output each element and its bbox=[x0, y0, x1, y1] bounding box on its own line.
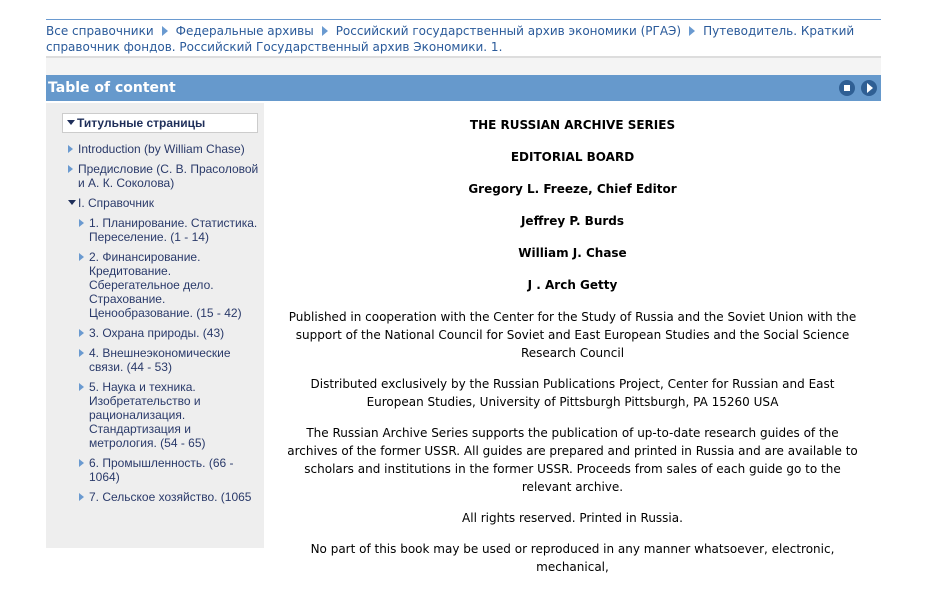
toc-label: 4. Внешнеэкономические связи. (44 - 53) bbox=[89, 346, 231, 374]
paragraph: Distributed exclusively by the Russian Publications Project, Center for Russian and East European Studies, University of Pittsburgh Pittsburgh, PA 15260 USA bbox=[310, 377, 835, 409]
caret-right-icon bbox=[68, 165, 73, 173]
spacer-band bbox=[46, 56, 881, 75]
caret-right-icon bbox=[79, 219, 84, 227]
stop-icon[interactable] bbox=[839, 80, 855, 96]
toc-label: 3. Охрана природы. (43) bbox=[89, 326, 225, 340]
caret-right-icon bbox=[79, 383, 84, 391]
heading: Jeffrey P. Burds bbox=[520, 214, 625, 228]
breadcrumb-link[interactable]: Все справочники bbox=[46, 24, 154, 38]
caret-right-icon bbox=[79, 349, 84, 357]
toc-label: 2. Финансирование. Кредитование. Сберегательное дело. Страхование. Ценообразование. (15 - 42) bbox=[89, 250, 242, 320]
heading: THE RUSSIAN ARCHIVE SERIES bbox=[469, 118, 676, 132]
heading: EDITORIAL BOARD bbox=[510, 150, 635, 164]
caret-right-icon bbox=[79, 459, 84, 467]
caret-right-icon bbox=[68, 145, 73, 153]
breadcrumb bbox=[46, 19, 881, 58]
toc-section[interactable] bbox=[68, 196, 264, 210]
paragraph: The Russian Archive Series supports the publication of up-to-date research guides of the archives of the former USSR. All guides are prepared and printed in Russia and are available to scholars and institutions in the former USSR. Proceeds from sales of each guide go to the relevant archive. bbox=[287, 426, 858, 494]
document-content bbox=[264, 103, 881, 589]
toc-label: Introduction (by William Chase) bbox=[78, 142, 245, 156]
toc-sidebar bbox=[46, 103, 264, 548]
toc-item[interactable] bbox=[89, 326, 260, 340]
toc-label: 7. Сельское хозяйство. (1065 bbox=[89, 490, 252, 504]
toc-item[interactable] bbox=[78, 162, 260, 190]
toc-item[interactable] bbox=[89, 250, 260, 320]
toc-title: Table of content bbox=[48, 80, 176, 96]
toc-label: I. Справочник bbox=[78, 196, 154, 210]
caret-down-icon bbox=[68, 200, 76, 205]
caret-right-icon bbox=[79, 253, 84, 261]
breadcrumb-link[interactable]: Российский государственный архив экономики (РГАЭ) bbox=[335, 24, 682, 38]
toc-item[interactable] bbox=[89, 216, 260, 244]
chevron-right-icon bbox=[689, 26, 695, 36]
chevron-right-icon bbox=[162, 26, 168, 36]
chevron-right-icon bbox=[322, 26, 328, 36]
play-icon[interactable] bbox=[861, 80, 877, 96]
caret-right-icon bbox=[79, 329, 84, 337]
toc-label: Титульные страницы bbox=[77, 116, 206, 130]
toc-item[interactable] bbox=[89, 490, 260, 504]
caret-right-icon bbox=[79, 493, 84, 501]
breadcrumb-current[interactable]: Путеводитель. Краткий справочник фондов. Российский Государственный архив Экономики. 1. bbox=[46, 24, 855, 54]
toc-item[interactable] bbox=[89, 380, 260, 450]
toc-label: 6. Промышленность. (66 - 1064) bbox=[89, 456, 234, 484]
heading: William J. Chase bbox=[518, 246, 627, 260]
paragraph: Published in cooperation with the Center for the Study of Russia and the Soviet Union with the support of the National Council for Soviet and East European Studies and the Social Science Research Council bbox=[288, 310, 857, 360]
toc-item[interactable] bbox=[78, 142, 260, 156]
toc-item[interactable] bbox=[89, 346, 260, 374]
heading: Gregory L. Freeze, Chief Editor bbox=[468, 182, 677, 196]
toc-label: Предисловие (С. В. Прасоловой и А. К. Соколова) bbox=[78, 162, 259, 190]
breadcrumb-link[interactable]: Федеральные архивы bbox=[175, 24, 314, 38]
toc-header bbox=[46, 75, 881, 101]
paragraph: All rights reserved. Printed in Russia. bbox=[462, 511, 683, 525]
toc-item-title-pages[interactable] bbox=[62, 113, 258, 133]
toc-label: 1. Планирование. Статистика. Переселение. (1 - 14) bbox=[89, 216, 258, 244]
toc-label: 5. Наука и техника. Изобретательство и рационализация. Стандартизация и метрология. (54 - 65) bbox=[89, 380, 206, 450]
toc-item[interactable] bbox=[89, 456, 260, 484]
paragraph: No part of this book may be used or reproduced in any manner whatsoever, electronic, mechanical, bbox=[310, 542, 835, 574]
heading: J . Arch Getty bbox=[527, 278, 618, 292]
caret-down-icon bbox=[67, 120, 75, 125]
